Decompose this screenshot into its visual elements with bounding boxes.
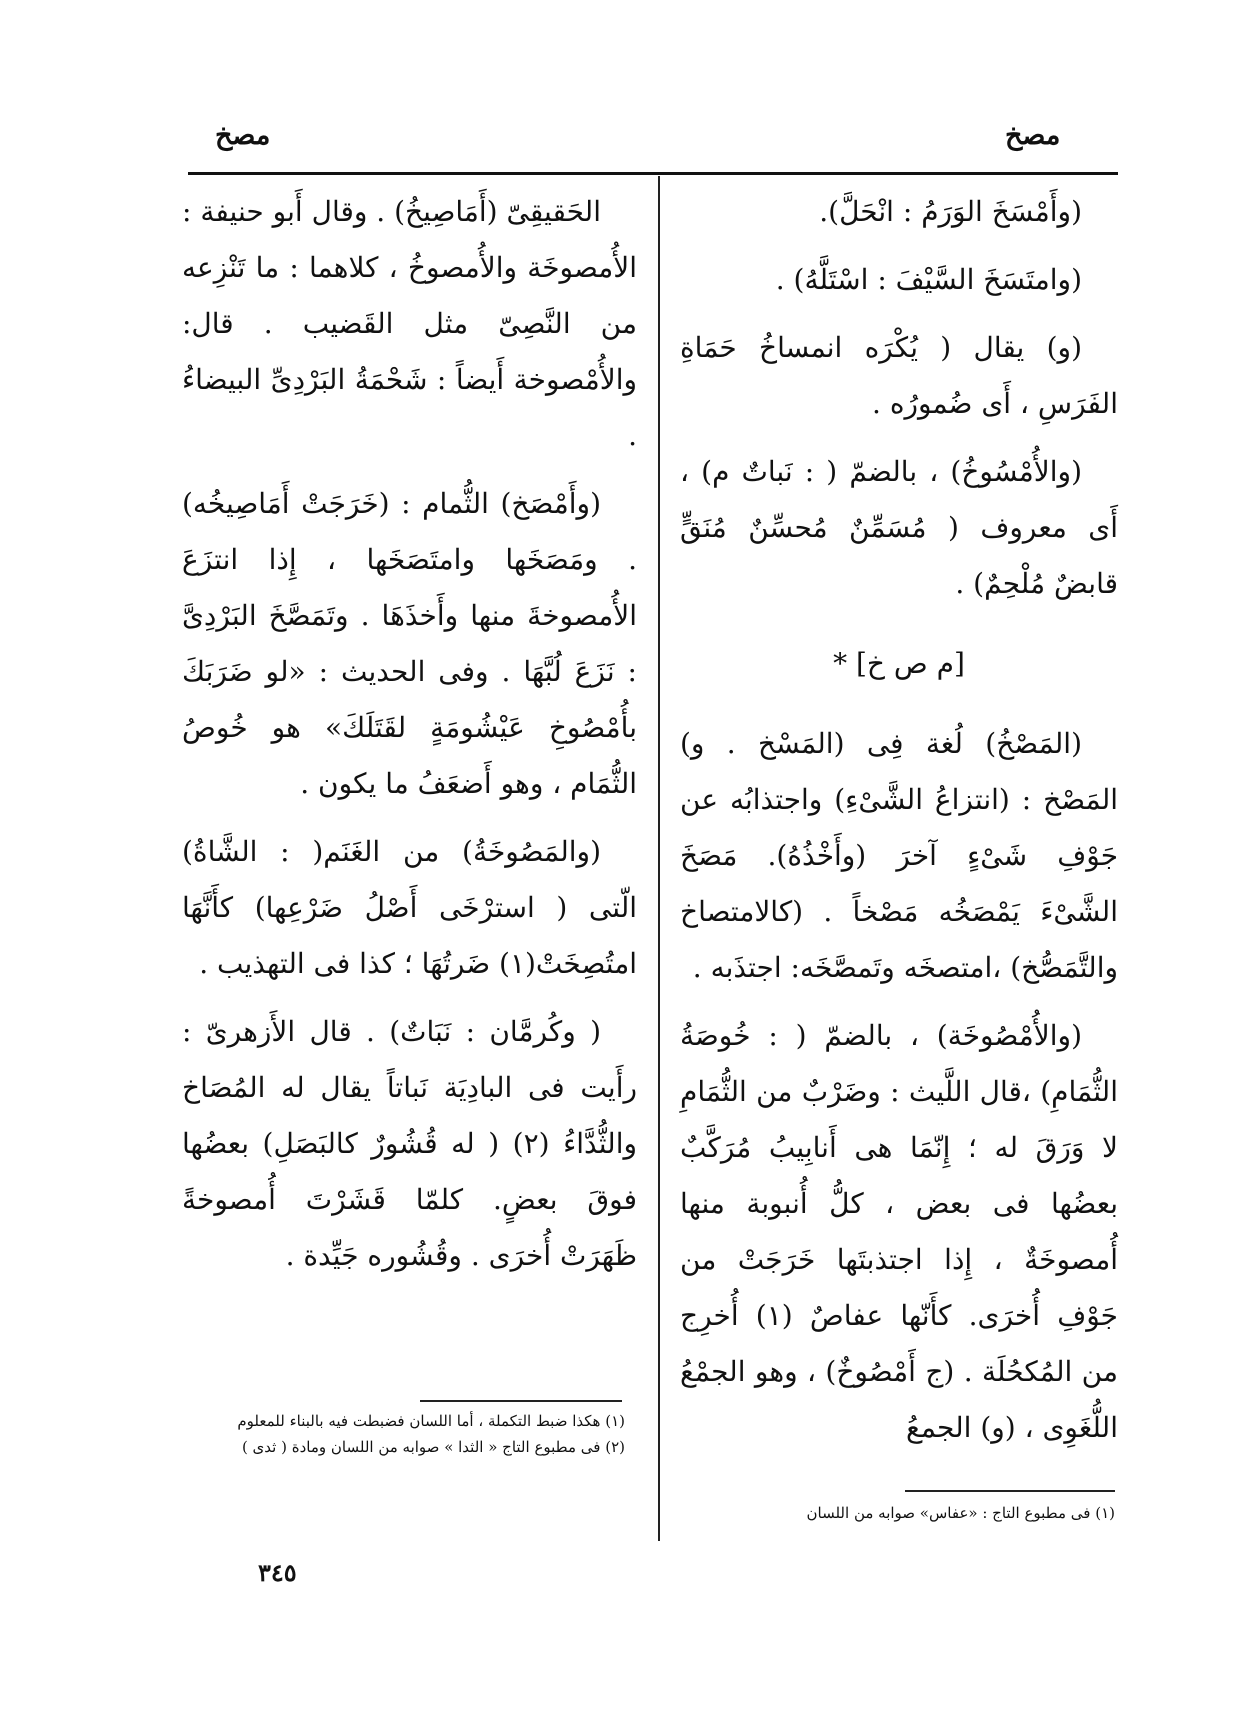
column-divider: [658, 176, 660, 1541]
footnotes-right: [730, 1500, 1115, 1526]
entry-paragraph: (والمَصُوخَةُ) من الغَنَم( : الشَّاةُ) الّتى ( استرْخَى أَصْلُ ضَرْعِها) كأَنَّهَا امتُصِخَتْ(١) ضَرتُهَا ؛ كذا فى التهذيب .: [182, 835, 637, 980]
footnote: (١) فى مطبوع التاج : «عفاس» صوابه من اللسان: [806, 1504, 1115, 1522]
footnote-rule-left: [420, 1400, 622, 1402]
root-heading: [م ص خ] *: [833, 647, 965, 680]
header-word-left: مصخ: [215, 120, 271, 151]
page-number: ٣٤٥: [258, 1558, 297, 1587]
entry-paragraph: (و) يقال ( يُكْرَه انمساخُ حَمَاةِ الفَرَسِ ، أَى ضُمورُه .: [680, 331, 1118, 420]
footnote: (٢) فى مطبوع التاج « الثدا » صوابه من اللسان ومادة ( ثدى ): [241, 1438, 625, 1456]
entry-paragraph: (وامتَسَخَ السَّيْفَ : اسْتَلَّهُ) .: [775, 263, 1082, 296]
footnote-rule-right: [905, 1490, 1115, 1492]
entry-paragraph: (وأَمْصَخ) الثُّمام : (خَرَجَتْ أَمَاصِيخُه) . ومَصَخَها وامتَصَخَها ، إِذا انتزَعَ الأُمصوخةَ منها وأَخذَهَا . وتَمَصَّخَ البَرْدِىَّ : نَزَعَ لُبَّهَا . وفى الحديث : «لو ضَرَبَكَ بأُمْصُوخِ عَيْشُومَةٍ لقَتَلَكَ» هو خُوصُ الثُّمَام ، وهو أَضعَفُ ما يكون .: [182, 487, 637, 800]
footnotes-left: [185, 1408, 625, 1460]
header-rule: [188, 172, 1118, 175]
entry-paragraph: (والأُمْصُوخَة) ، بالضمّ ( : خُوصَةُ الثُّمَامِ) ،قال اللَّيث : وضَرْبٌ من الثُّمَامِ لا وَرَقَ له ؛ إِنّمَا هى أَنابِيبُ مُرَكَّبٌ بعضُها فى بعض ، كلُّ أُنبوبة منها أُمصوخَةٌ ، إِذا اجتذبتَها خَرَجَتْ من جَوْفِ أُخرَى. كأَنّها عفاصٌ (١) أُخرِج من المُكحُلَة . (ج أَمْصُوخٌ) ، وهو الجمْعُ اللُّغَوِى ، (و) الجمعُ: [680, 1019, 1118, 1444]
footnote: (١) هكذا ضبط التكملة ، أما اللسان فضبطت فيه بالبناء للمعلوم: [237, 1412, 625, 1430]
entry-paragraph: (والأُمْسُوخُ) ، بالضمّ ( : نَباتٌ م) ، أَى معروف ( مُسَمِّنٌ مُحسِّنٌ مُنَقٍّ قابضٌ مُلْحِمٌ) .: [680, 455, 1118, 600]
header-word-right: مصخ: [1005, 120, 1061, 151]
left-column: [182, 184, 637, 1284]
entry-paragraph: (وأَمْسَخَ الوَرَمُ : انْحَلَّ).: [819, 195, 1082, 228]
entry-paragraph: الحَقيقِىّ (أَمَاصِيخُ) . وقال أَبو حنيفة : الأُمصوخَة والأُمصوخُ ، كلاهما : ما تَنْزِعه من النَّصِىّ مثل القَضيب . قال: والأُمْصوخة أَيضاً : شَحْمَةُ البَرْدِىِّ البيضاءُ .: [182, 195, 637, 452]
entry-paragraph: ( وكُرمَّان : نَبَاتٌ) . قال الأَزهرىّ : رأَيت فى البادِيَة نَباتاً يقال له المُصَاخ والثُّدَّاءُ (٢) ( له قُشُورٌ كالبَصَلِ) بعضُها فوقَ بعضٍ. كلمّا قَشَرْتَ أُمصوخةً ظَهَرَتْ أُخرَى . وقُشُوره جَيِّدة .: [182, 1015, 638, 1272]
entry-paragraph: (المَصْخُ) لُغة فِى (المَسْخ . و) المَصْخ : (انتزاعُ الشَّىْءِ) واجتذابُه عن جَوْفِ شَىْءٍ آخرَ (وأَخْذُهُ). مَصَخَ الشَّىْءَ يَمْصَخُه مَصْخاً . (كالامتصاخ والتَّمَصُّخ) ،امتصخَه وتَمصَّخَه: اجتذَبه .: [680, 727, 1118, 984]
right-column: [680, 184, 1118, 1456]
